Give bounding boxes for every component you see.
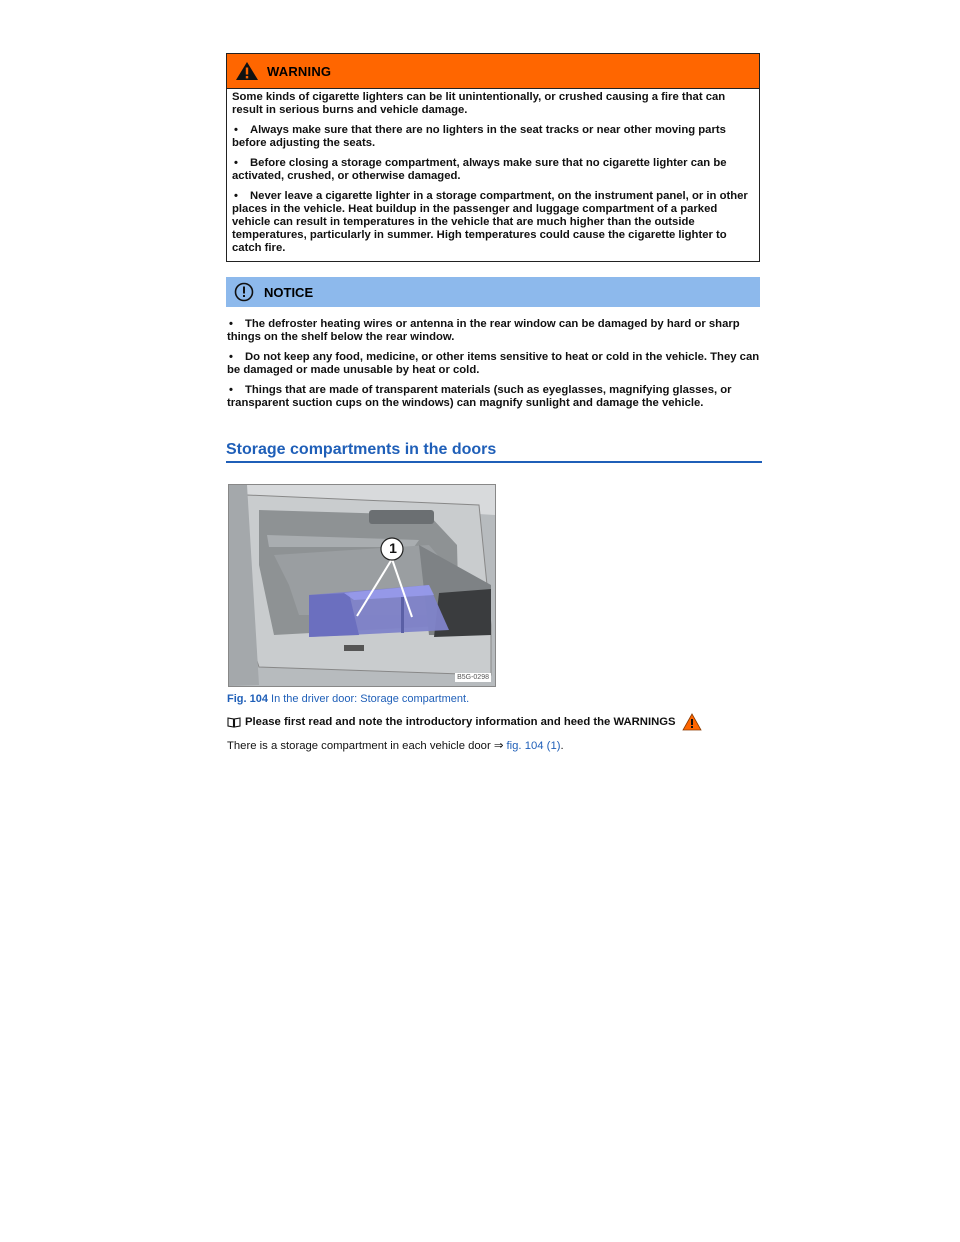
list-item (227, 384, 761, 410)
bullet: • (229, 384, 233, 396)
list-item (227, 318, 761, 344)
bullet: • (229, 351, 233, 363)
warning-box (226, 53, 760, 262)
bullet: • (234, 190, 238, 202)
notice-header (226, 277, 760, 307)
arrow-glyph: ⇒ (493, 740, 504, 752)
list-item-text: Things that are made of transparent materials (such as eyeglasses, magnifying glasses, or transparent suction cups on the windows) can magnify sunlight and damage the vehicle. (227, 384, 732, 409)
bullet: • (234, 124, 238, 136)
list-item-text: Do not keep any food, medicine, or other items sensitive to heat or cold in the vehicle. They can be damaged or made unusable by heat or cold. (227, 351, 760, 376)
notice-body (227, 318, 761, 417)
list-item (232, 124, 755, 150)
warning-title: WARNING (267, 63, 332, 79)
bullet: • (229, 318, 233, 330)
warning-intro: Some kinds of cigarette lighters can be lit unintentionally, or crushed causing a fire that can result in serious burns and vehicle damage. (232, 91, 726, 116)
warning-header (227, 54, 759, 89)
warning-body (227, 89, 759, 261)
intro-line (227, 713, 702, 731)
section-title: Storage compartments in the doors (226, 441, 762, 463)
body-end: . (560, 740, 564, 752)
bullet: • (234, 157, 238, 169)
body-text: There is a storage compartment in each vehicle door (227, 740, 494, 752)
intro-text: Please first read and note the introductory information and heed the WARNINGS (245, 716, 676, 728)
exclamation-circle-icon (234, 282, 254, 302)
list-item (232, 190, 755, 255)
door-illustration (229, 485, 495, 686)
list-item-text: Before closing a storage compartment, always make sure that no cigarette lighter can be activated, crushed, or otherwise damaged. (232, 157, 727, 182)
warning-triangle-icon (235, 61, 259, 81)
caption-label: Fig. 104 (227, 693, 268, 705)
body-paragraph (227, 739, 564, 752)
list-item-text: Always make sure that there are no lighters in the seat tracks or near other moving parts before adjusting the seats. (232, 124, 726, 149)
caption-text: In the driver door: Storage compartment. (267, 693, 470, 705)
figure-code: B5G-0298 (457, 674, 489, 681)
list-item-text: Never leave a cigarette lighter in a storage compartment, on the instrument panel, or in other places in the vehicle. Heat buildup in the passenger and luggage compartment of a parked vehicle can result in temperatures in the vehicle that are much higher than the outside temperatures, particularly in summer. High temperatures could cause the cigarette lighter to catch fire. (232, 190, 748, 254)
callout-number: 1 (389, 540, 397, 556)
list-item (227, 351, 761, 377)
book-icon (227, 716, 241, 728)
figure-link[interactable]: fig. 104 (1) (506, 740, 561, 752)
figure-caption (227, 693, 469, 705)
list-item (232, 157, 755, 183)
warning-triangle-icon (682, 713, 702, 731)
list-item-text: The defroster heating wires or antenna in the rear window can be damaged by hard or sharp things on the shelf below the rear window. (227, 318, 740, 343)
notice-title: NOTICE (264, 284, 314, 300)
figure-door-storage (228, 484, 496, 687)
